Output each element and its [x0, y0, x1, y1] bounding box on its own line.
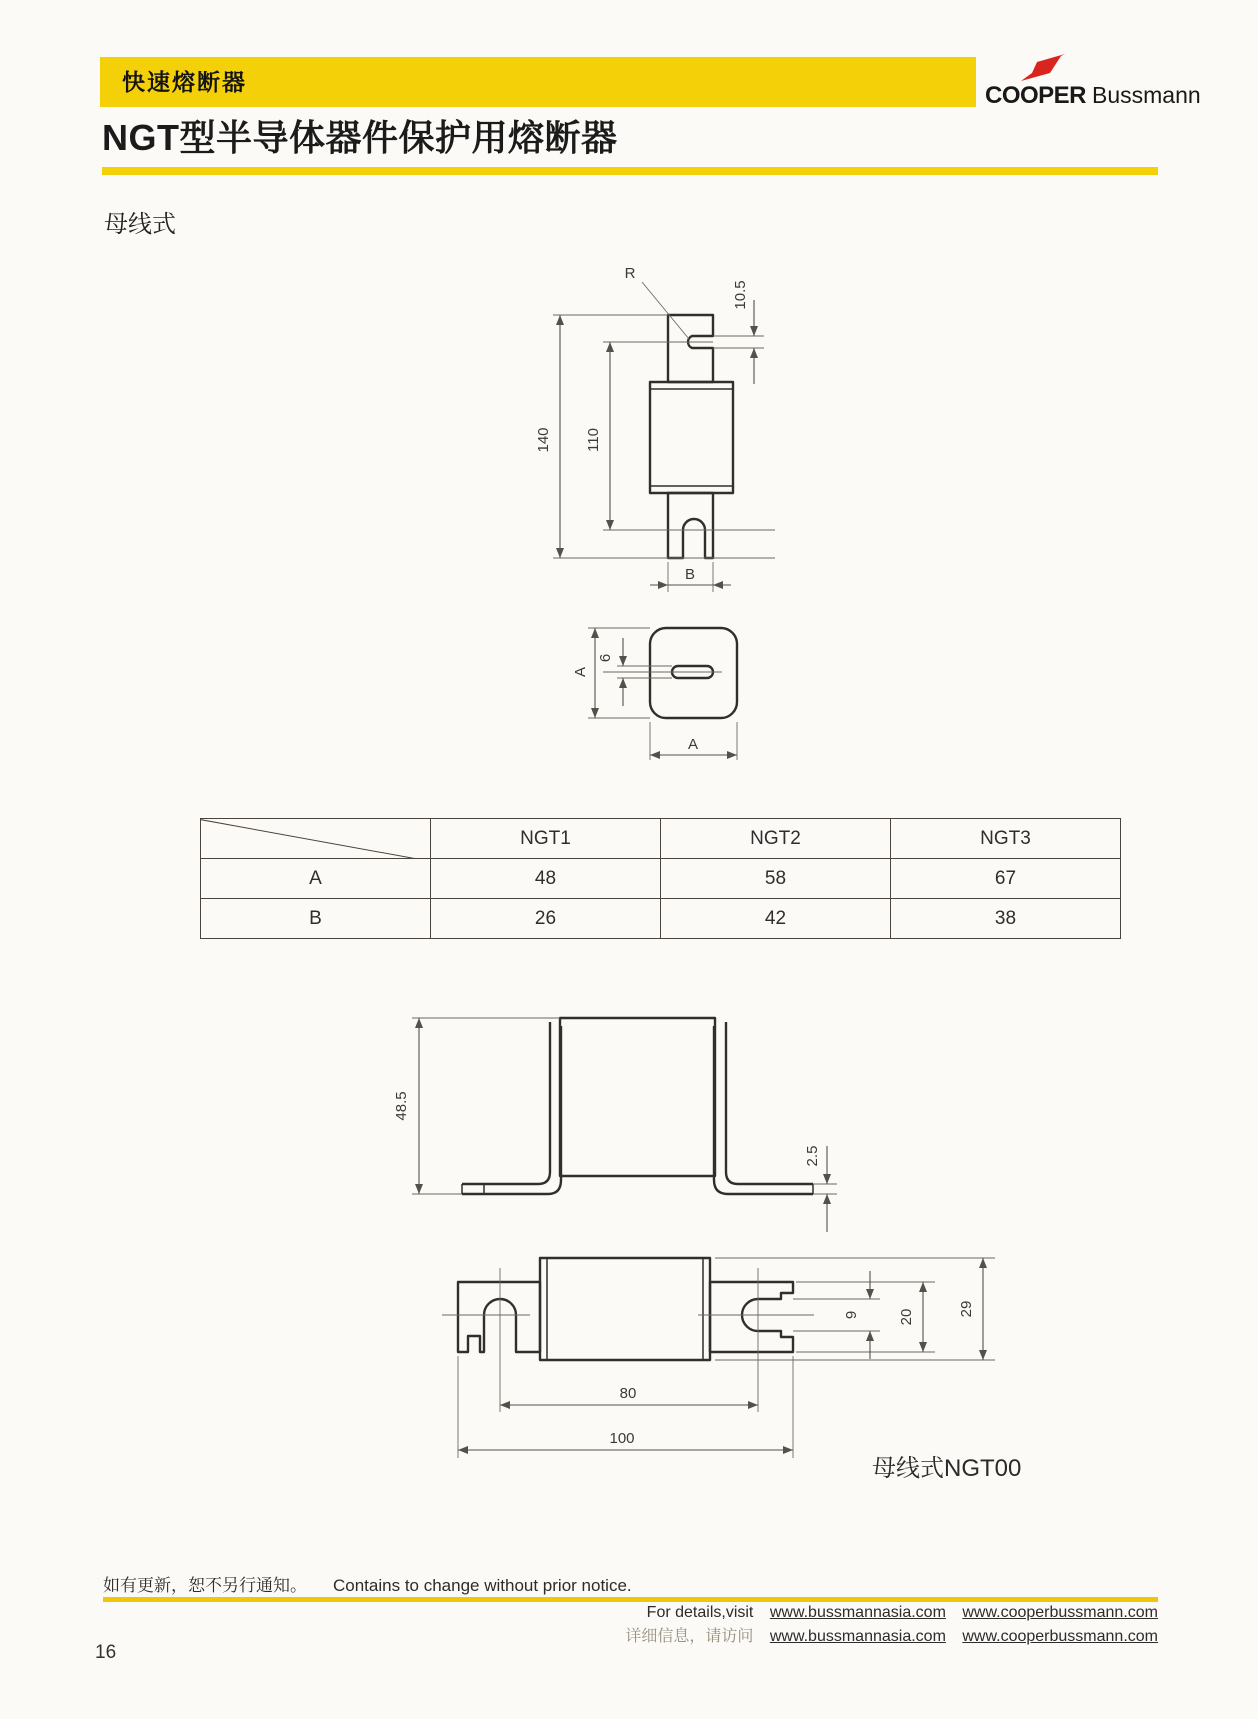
link-cooperbussmann[interactable]: www.cooperbussmann.com [962, 1604, 1158, 1621]
footer-links-zh-prefix: 详细信息，请访问 [625, 1628, 754, 1645]
logo-wordmark [985, 82, 1201, 110]
table-header-ngt1: NGT1 [431, 819, 661, 859]
dim-label-6: 6 [597, 653, 614, 663]
cell-value: 67 [891, 859, 1121, 899]
drawing-caption-ngt00: 母线式NGT00 [872, 1455, 1022, 1482]
footer-links-en [647, 1604, 1158, 1622]
cell-value: 38 [891, 899, 1121, 939]
title-underline [102, 167, 1158, 175]
dim-label-9: 9 [843, 1310, 860, 1320]
table-header-row [201, 819, 1121, 859]
link-bussmannasia[interactable]: www.bussmannasia.com [769, 1604, 946, 1621]
link-cooperbussmann[interactable]: www.cooperbussmann.com [962, 1628, 1158, 1645]
center-and-extension-lines [442, 1258, 995, 1458]
dim-label-29: 29 [958, 1300, 975, 1318]
dim-label-140: 140 [535, 427, 552, 453]
cell-value: 26 [431, 899, 661, 939]
drawing-fuse-top-view [560, 600, 780, 770]
top-view-outline [650, 628, 737, 718]
footer-notice [103, 1571, 632, 1596]
cell-value: 42 [661, 899, 891, 939]
table-header-ngt2: NGT2 [661, 819, 891, 859]
page-title: NGT型半导体器件保护用熔断器 [102, 117, 618, 158]
row-label: A [201, 859, 431, 899]
section-subtitle: 母线式 [104, 211, 176, 238]
dimension-table [200, 818, 1121, 939]
dim-label-100: 100 [609, 1430, 635, 1447]
dim-label-20: 20 [898, 1308, 915, 1326]
logo-cooper-text: COOPER [985, 82, 1087, 109]
dim-label-a-left: A [572, 666, 589, 678]
cell-value: 48 [431, 859, 661, 899]
footer-divider [103, 1597, 1158, 1602]
dim-label-radius: R [624, 265, 636, 282]
fuse-outline [650, 315, 733, 558]
logo-flag-icon [1021, 54, 1067, 82]
cell-value: 58 [661, 859, 891, 899]
dim-label-10-5: 10.5 [732, 280, 749, 310]
category-label: 快速熔断器 [122, 69, 247, 95]
table-row [201, 859, 1121, 899]
table-diagonal-cell [201, 819, 431, 859]
row-label: B [201, 899, 431, 939]
footer-links-zh [625, 1623, 1158, 1646]
footer-notice-en: Contains to change without prior notice. [333, 1576, 632, 1595]
dim-label-110: 110 [585, 428, 602, 452]
page-number: 16 [95, 1642, 117, 1663]
footer-links-en-prefix: For details,visit [646, 1604, 754, 1621]
dimension-lines [458, 1258, 983, 1450]
logo-bussmann-text: Bussmann [1092, 82, 1201, 108]
cooper-bussmann-logo [985, 52, 1201, 110]
extension-lines [588, 628, 737, 760]
footer-notice-zh: 如有更新，恕不另行通知。 [103, 1576, 307, 1595]
dimension-lines [595, 628, 737, 755]
category-header-bar [100, 57, 976, 107]
link-bussmannasia[interactable]: www.bussmannasia.com [769, 1628, 946, 1645]
table-header-ngt3: NGT3 [891, 819, 1121, 859]
drawing-fuse-side-view [420, 240, 800, 620]
dim-label-blade-b: B [684, 566, 696, 583]
ngt00-outline [458, 1258, 793, 1360]
dim-label-80: 80 [619, 1385, 637, 1402]
dim-label-48-5: 48.5 [393, 1091, 410, 1121]
drawing-ngt00-view [390, 1150, 1010, 1470]
dim-label-2-5: 2.5 [804, 1145, 821, 1167]
dim-label-a-bottom: A [687, 736, 699, 753]
